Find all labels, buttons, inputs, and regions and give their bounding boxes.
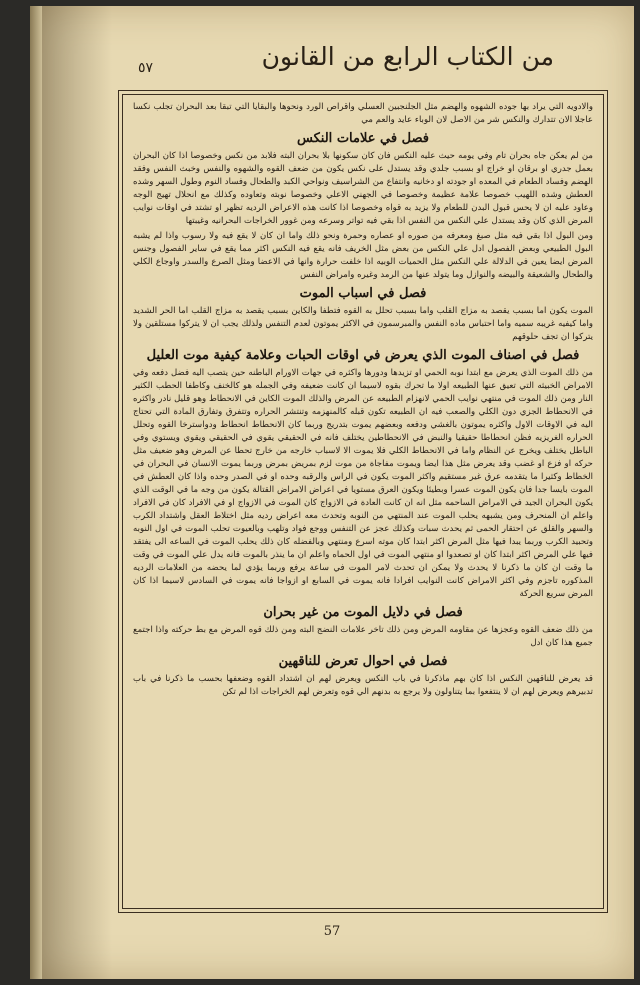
- paragraph: ومن البول اذا بقي فيه مثل صبغ ومعرفه من صوره او عصاره وحمرة ونحو ذلك واما ان كان لا يقع فيه ولا رسوب واذا لم يشبه البول الطبيعي وبعض الفصول ادل علي النكس من بعض مثل الخريف فانه يقع فيه النكس اكثر مما يقع في ساير الفصول وجنس المرض ايضا يعين في الدلالة علي النكس مثل الحميات الوبيه اذا خلفت حرارة وانها في الاعضا ومثل الصرع والسدر واوجاع الكلي والطحال والشعيقة والبيضه والنوازل وما يتولد عنها من الرمد وغيره وامراض النفس: [133, 231, 593, 280]
- section-heading: فصل في علامات النكس: [297, 131, 429, 146]
- running-title: من الكتاب الرابع من القانون: [261, 42, 554, 71]
- paragraph: من لم يعكن جاه بحران تام وفي يومه حيث عليه النكس فان كان سكونها بلا بحران البته فلابد من نكس وخصوصا اذا كان البحران بعمل جدري او برقان او خراج او بسبب جلدي وقد يستدل على نكس يكون من ضعف القوه والشهوه والنفس وخبث النفس وفقد الهضم وفساد الطعام في المعده او جودته او دخانيه وانتفاع من الشراسيف ونواحي الكبد والطحال وفساد النوم وطول السهر وشده العطش وشده اللهيب خصوصا علامة عظيمة وخصوصا في الجهني الاعلي وخصوصا نوبته وتعاوده وكذلك مع انحلال تهيج الوجه وعاود عليه ان لا يحس قبول البدن للطعام ولا يزيد به قواه وخصوصا اذا كانت هذه الاعراض الرديه تظهر او تشتد في اوقات نوايب المرض الذي كان وقد يستدل علي النكس من النفس اذا بقي فيه تواتر وسرعه ومن غوور الخراجات البحرانيه وغيبتها: [133, 151, 593, 226]
- page-number-top: ٥٧: [138, 60, 154, 76]
- page-number-bottom: 57: [323, 924, 341, 939]
- section-heading: فصل في اصناف الموت الذي يعرض في اوقات الحبات وعلامة كيفية موت العليل: [146, 348, 580, 363]
- paragraph: قد يعرض للناقهين النكس اذا كان بهم ماذكرنا في باب النكس ويعرض لهم ان اشتداد القوه وضعفها بحسب ما ذكرنا في باب تدبيرهم ويعرض لهم ان لا ينتفعوا بما يتناولون ولا يرجع به بدنهم الي قوه وتعرض لهم الخراجات اذا لم تكن: [133, 674, 593, 697]
- section-heading: فصل في احوال تعرض للناقهين: [278, 654, 448, 669]
- section-heading: فصل في دلايل الموت من غير بحران: [263, 605, 463, 620]
- paragraph: الموت يكون اما بسبب يقصد به مزاج القلب واما بسبب تحلل به القوه فتطفا والكاين بسبب يقصد به مزاج القلب اما الحر الشديد واما كيفيه غريبه سميه واما احتباس ماده النفس والمبرسمون في الاكثر يموتون لعدم التنفس ولذلك يجب ان لا يتركوا مستلقين ولا يتركوا ان تجف حلوقهم: [133, 306, 593, 342]
- paragraph: والادويه التي يراد بها جوده الشهوه والهضم مثل الجلنجبين العسلي واقراص الورد ونحوها والبقايا التي تبقا بعد البحران تجلب نكسا عاجلا الان تتدارك والنكس شر من الاصل لان الوباء عايد والعم مي: [133, 102, 593, 125]
- paragraph: من ذلك الموت الذي يعرض مع ابتدا نوبه الحمي او تزيدها ودورها واكثره في جهات الاورام الباطنه حين يتصب اليه فضل دفعه وفي الامراض الخبيثه التي تعيق عنها الطبيعه اولا ما تحرك بقوه لاسيما ان كانت ضعيفه وفي الجمله هو كالخنف وكاطفا الحطب الكثير النار ومن ذلك الموت في منتهي نوايب الحمي لانهزام الطبيعه عن المرض والذلك الموت الكاين في الانحطاط وهو قليل نادر واكثره في الانحطاط الجزي دون الكلي والصعب فيه ان الطبيعه تكون قبله كالمنهزمه وتنتشر الحراره وتتفرق وتفارق المادة التي تحتاج اليه في الاوقات الاول واكثره يموتون بالغشي ودفعه وبعضهم يموت بتدريج وربما كان الانحطاط انحطاط ودواسترخا القوه وتحلل الحراره الغريزيه فظن انحطاطا حقيقيا والنبض في الانحطاطين يختلف فانه في الحقيقي يقوي في الحقيقي ويقوي ويستوي وفي الباطل يختلف ويخرج عن النظام واما في الانحطاط الكلي فلا يموت الا لاسباب خارجه من خارج تحطا عن المرض وهو ضعيف مثل حركه او فزع او غضب وقد يعرض مثل هذا ايضا ويموت مفاجاة من موت لزم بمريض بمرض وربما يموت الانسان في البحران في الخطاط وكثيرا ما يتقدمه عرق غير مستقيم واكثر الموت يكون في الراس والرقبه وحده او في الصدر وحده واذا كان العطش في الموت بايسا جدا فان يكون الموت عسرا وبطيئا ويكون العرق مستويا في اعراض الامراض القتالة يكون من وجه ما في الوقت الذي يكون البحران الجيد في الامراض الساحمه مثل انه ان كانت العادة في الازواج كان الموت في الازواج او في الافراد كان في الافراد واعلم ان المنحرف ومن يشبهه يحلب الموت عند المنتهي من النوبه وتحدث معه اعراض رديه مثل اختلاط العقل واشتداد الكرب والسهر والقلق عن احتقار الحمى ثم يحدث سبات وكذلك عجز عن التنفس ووجع فواد وتلهب وبالعيوت تحلب الموت في اول النوبه وتحبيد الكرب وربما يبدا فيها مثل المرض اكثر ابتدا كان موته اسرع ومنتهي وبالفضله كان ذلك يحلب الموت في الساعه الى يفتقد فيها علي المرض اكثر ابتدا كان او تصعدوا او منتهي الموت في اول الحماه واعلم ان ما ينذر بالموت فانه يدل علي الموت في وقت ما وقت ان كان ما ذكرنا لا يحدث ولا يمكن ان تحدث لامر الموت في ساعة يرفع وربما يؤدي لما يحضه من العلامات الرديه المذكوره تاجزم وفي اكثر الامراض كانت النوايب افرادا فانه يموت في السابع او ازواجا فانه يموت في السادس لاسيما اذا كان المرض سريع الحركة: [133, 368, 593, 599]
- page-edge: [30, 6, 42, 979]
- section-heading: فصل في اسباب الموت: [299, 286, 427, 301]
- gutter-shadow: [42, 6, 112, 979]
- book-page: [30, 6, 634, 979]
- text-frame: [122, 94, 604, 909]
- page-header: [70, 36, 614, 96]
- paragraph: من ذلك ضعف القوه وعجزها عن مقاومه المرض ومن ذلك تاخر علامات النضج البته ومن ذلك قوه المرض مع بط حركته واذا اجتمع جميع هذا كان ادل: [133, 625, 593, 648]
